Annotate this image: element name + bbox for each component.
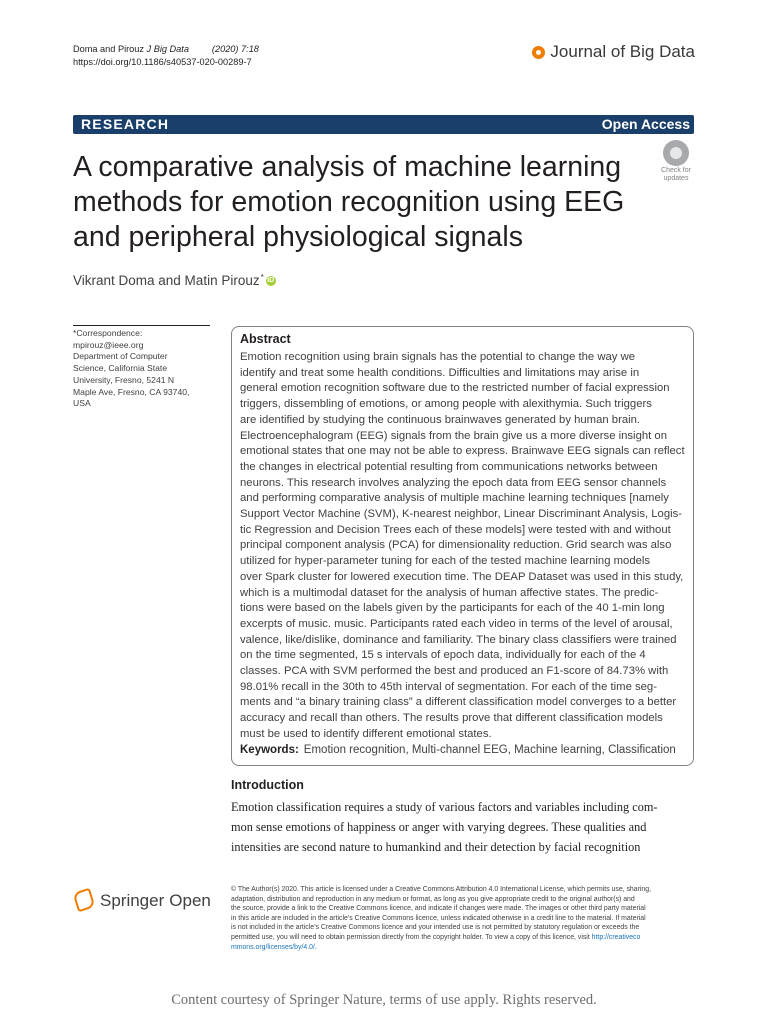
abstract-line: neurons. This research involves analyzing the epoch data from EEG sensor channels	[240, 476, 667, 489]
citation-authors: Doma and Pirouz	[73, 44, 144, 54]
correspondence-line: University, Fresno, 5241 N	[73, 374, 175, 385]
abstract-box	[231, 326, 694, 766]
correspondence-line: USA	[73, 398, 91, 409]
citation-year: (2020) 7:18	[211, 44, 259, 54]
abstract-line: ments and “a binary training class” a different classification model converges to a better	[240, 696, 677, 709]
keywords-text: Emotion recognition, Multi-channel EEG, Machine learning, Classification	[303, 744, 676, 756]
license-text	[231, 885, 699, 952]
abstract-heading: Abstract	[240, 332, 291, 346]
abstract-line: Electroencephalogram (EEG) signals from the brain give us a more diverse insight on	[240, 429, 667, 442]
content-courtesy-notice: Content courtesy of Springer Nature, terms of use apply. Rights reserved.	[171, 992, 597, 1008]
abstract-line: tic Regression and Decision Trees each of these models] were tested with and without	[240, 523, 671, 536]
abstract-line: valence, like/dislike, dominance and familiarity. The binary class classifiers were trained	[240, 633, 677, 646]
abstract-line: 98.01% recall in the 30th to 45th interval of segmentation. For each of the time seg-	[240, 680, 657, 693]
corresponding-mark: *	[260, 273, 264, 282]
citation-journal: J Big Data	[146, 44, 189, 54]
doi-link[interactable]: https://doi.org/10.1186/s40537-020-00289-7	[73, 56, 252, 67]
intro-line: mon sense emotions of happiness or anger with varying degrees. These qualities and	[231, 820, 647, 834]
correspondence-divider	[73, 325, 210, 326]
license-link-cont[interactable]: mmons.org/licenses/by/4.0/	[231, 943, 315, 951]
authors-text: Vikrant Doma and Matin Pirouz	[73, 273, 260, 288]
check-updates-icon	[663, 140, 689, 166]
abstract-line: on the time segmented, 15 s intervals of epoch data, individually for each of the 4	[240, 649, 646, 662]
article-type-banner	[73, 115, 694, 134]
license-link[interactable]: http://creativeco	[591, 933, 641, 941]
correspondence-block	[73, 328, 213, 410]
correspondence-line: Science, California State	[73, 363, 168, 374]
abstract-line: triggers, dissembling of emotions, or among people with alexithymia. Such triggers	[240, 398, 652, 411]
journal-logo	[532, 42, 695, 62]
abstract-line: which is a multimodal dataset for the analysis of human affective states. The predic-	[240, 586, 659, 599]
license-line: adaptation, distribution and reproduction in any medium or format, as long as you give appropriate credit to the original author(s) and	[231, 895, 635, 903]
license-line	[231, 933, 699, 943]
correspondence-line: *Correspondence:	[73, 328, 143, 338]
open-access-label: Open Access	[601, 116, 690, 132]
license-end: .	[314, 943, 317, 951]
citation	[73, 43, 259, 68]
license-line	[231, 943, 699, 953]
license-line: the source, provide a link to the Creative Commons licence, and indicate if changes were made. The images or other third party material	[231, 905, 646, 913]
abstract-body	[240, 350, 692, 743]
abstract-line: utilized for hyper-parameter tuning for each of the tested machine learning models	[240, 555, 651, 568]
introduction-heading: Introduction	[231, 778, 304, 792]
check-updates-line: updates	[663, 174, 689, 182]
abstract-line: must be used to identify different emotional states.	[240, 727, 492, 740]
abstract-line: the changes in electrical potential resulting from communications networks between	[240, 460, 658, 473]
license-line: in this article are included in the article’s Creative Commons licence, unless indicated otherwise in a credit line to the material. If material	[231, 914, 646, 922]
abstract-line: Emotion recognition using brain signals has the potential to change the way we	[240, 351, 636, 363]
abstract-line: Support Vector Machine (SVM), K-nearest neighbor, Linear Discriminant Analysis, Logis-	[240, 508, 683, 521]
keywords	[240, 744, 676, 756]
springer-horse-icon	[73, 888, 95, 914]
publisher-open: Open	[169, 891, 211, 910]
introduction-body	[231, 797, 694, 857]
check-for-updates-badge[interactable]	[655, 140, 697, 182]
abstract-line: general emotion recognition software due to the restricted number of facial expression	[240, 382, 670, 395]
orcid-icon[interactable]: iD	[267, 277, 275, 284]
publisher-name: Springer	[100, 891, 165, 910]
title-line: A comparative analysis of machine learning	[73, 151, 622, 183]
correspondence-line: Maple Ave, Fresno, CA 93740,	[73, 386, 190, 397]
abstract-line: excerpts of music. music. Participants rated each video in terms of the level of arousal,	[240, 617, 673, 630]
abstract-line: identify and treat some health conditions. Difficulties and limitations may arise in	[240, 366, 640, 379]
journal-name: Journal of Big Data	[550, 42, 695, 61]
abstract-line: accuracy and recall than others. The results prove that different classification models	[240, 712, 663, 725]
springer-open-logo	[73, 888, 211, 914]
license-line: is not included in the article’s Creative Commons licence and your intended use is not permitted by statutory regulation or exceeds the	[231, 924, 640, 932]
abstract-line: and performing comparative analysis of multiple machine learning techniques [namely	[240, 492, 669, 505]
check-updates-label	[655, 167, 697, 182]
check-updates-line: Check for	[661, 167, 691, 174]
article-title	[73, 150, 648, 255]
title-line: methods for emotion recognition using EEG	[73, 186, 625, 218]
intro-line: Emotion classification requires a study of various factors and variables including com-	[231, 800, 658, 814]
abstract-line: are identified by studying the continuous brainwaves generated by human brain.	[240, 413, 641, 426]
author-list	[73, 273, 276, 288]
abstract-line: emotional states that one may not be able to express. Brainwave EEG signals can reflect	[240, 445, 685, 458]
abstract-line: classes. PCA with SVM performed the best and produced an F1-score of 84.73% with	[240, 665, 669, 678]
correspondence-line: Department of Computer	[73, 351, 168, 362]
abstract-line: principal component analysis (PCA) for dimensionality reduction. Grid search was also	[240, 539, 672, 552]
title-line: and peripheral physiological signals	[73, 221, 523, 253]
keywords-label: Keywords:	[240, 744, 299, 756]
correspondence-email[interactable]: mpirouz@ieee.org	[73, 339, 144, 350]
journal-logo-icon	[532, 46, 545, 59]
intro-line: intensities are second nature to humankind and their detection by facial recognition	[231, 840, 641, 854]
license-line-text: permitted use, you will need to obtain permission directly from the copyright holder. To view a copy of this licence, visit	[231, 933, 590, 941]
license-line: © The Author(s) 2020. This article is licensed under a Creative Commons Attribution 4.0 International License, which permits use, sharing,	[231, 886, 652, 893]
abstract-line: over Spark cluster for lowered execution time. The DEAP Dataset was used in this study,	[240, 570, 684, 583]
abstract-line: tions were based on the labels given by the participants for each of the 40 1-min long	[240, 602, 665, 615]
section-label: RESEARCH	[81, 116, 170, 132]
